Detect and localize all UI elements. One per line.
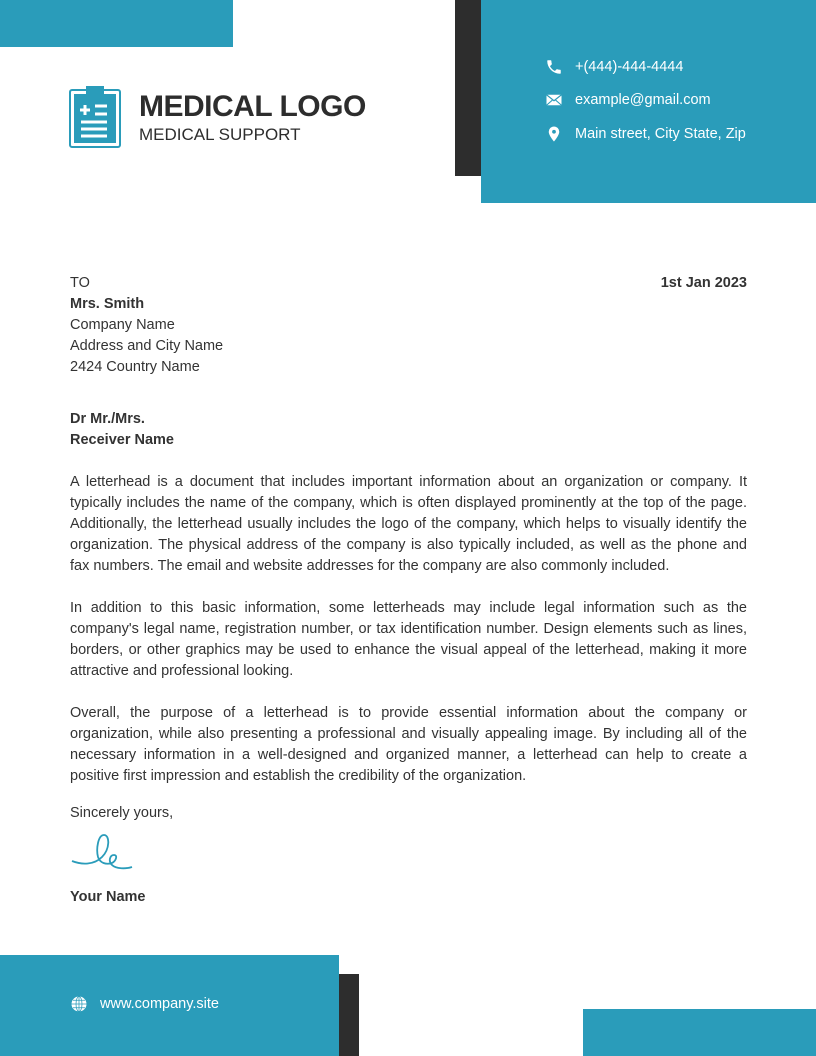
- footer-dark-bar: [339, 974, 359, 1056]
- logo: [69, 86, 366, 148]
- to-label: TO: [70, 275, 90, 291]
- recipient-company: Company Name: [70, 317, 175, 333]
- footer-right-accent-bar: [583, 1009, 816, 1056]
- top-left-accent-bar: [0, 0, 233, 47]
- logo-subtitle: MEDICAL SUPPORT: [139, 125, 301, 144]
- contact-phone: [545, 58, 683, 76]
- recipient-address: Address and City Name: [70, 338, 224, 354]
- email-text: example@gmail.com: [575, 92, 711, 108]
- address-text: Main street, City State, Zip: [575, 126, 746, 142]
- letter-date: 1st Jan 2023: [660, 275, 747, 291]
- clipboard-icon: [69, 86, 121, 148]
- logo-title: MEDICAL LOGO: [139, 90, 366, 123]
- salutation-line1: Dr Mr./Mrs.: [70, 411, 145, 427]
- top-dark-bar: [455, 0, 481, 176]
- website-text[interactable]: www.company.site: [100, 996, 219, 1012]
- contact-address: [545, 125, 746, 143]
- contact-email: [545, 91, 711, 109]
- body-paragraph-1: A letterhead is a document that includes important information about an organization or company. It typically includes the name of the company, which is often displayed prominently at the top of the page. Additionally, the letterhead usually includes the logo of the company, which helps to visually identify the organization. The physical address of the company is also typically included, as well as the phone and fax numbers. The email and website addresses for the company are also commonly included.: [70, 474, 747, 574]
- phone-icon: [545, 58, 563, 76]
- signer-name: Your Name: [70, 889, 146, 905]
- envelope-icon: [545, 91, 563, 109]
- body-paragraph-3: Overall, the purpose of a letterhead is to provide essential information about the company or organization, while also presenting a professional and visually appealing image. By including all of the necessary information in a well-designed and organized manner, a letterhead can help to create a positive first impression and establish the credibility of the organization.: [70, 705, 747, 784]
- recipient-name: Mrs. Smith: [70, 296, 145, 312]
- footer-website[interactable]: [70, 995, 219, 1013]
- body-paragraph-2: In addition to this basic information, some letterheads may include legal information such as the company's legal name, registration number, or tax identification number. Design elements such as lines, borders, or other graphics may be used to enhance the visual appeal of the letterhead, making it more attractive and professional looking.: [70, 600, 747, 679]
- closing: Sincerely yours,: [70, 805, 174, 821]
- signature: [70, 832, 160, 880]
- location-pin-icon: [545, 125, 563, 143]
- globe-icon: [70, 995, 88, 1013]
- salutation-line2: Receiver Name: [70, 432, 174, 448]
- phone-text: +(444)-444-4444: [575, 59, 684, 75]
- salutation: [70, 409, 747, 451]
- recipient-country: 2424 Country Name: [70, 359, 200, 375]
